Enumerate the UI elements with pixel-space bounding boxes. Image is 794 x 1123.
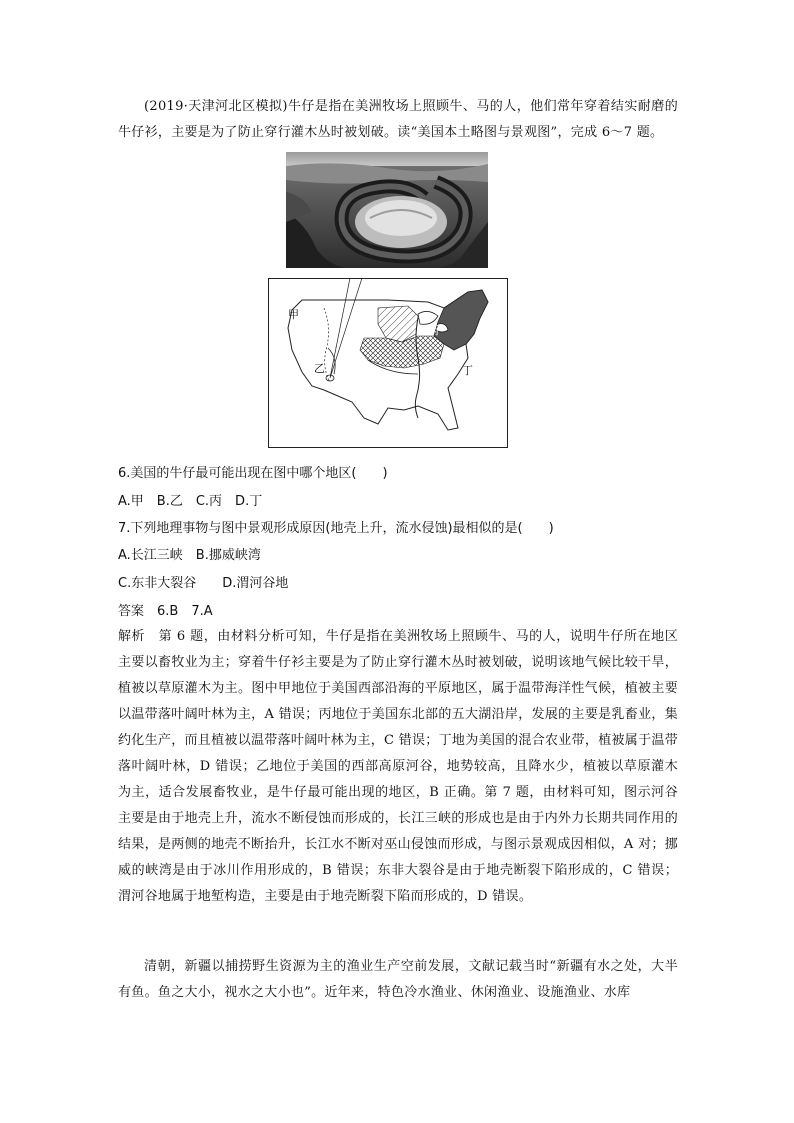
question-7-options-a-b: A.长江三峡 B.挪威峡湾 <box>118 548 261 563</box>
map-label-bing: 丙 <box>428 324 439 337</box>
question-6-options: A.甲 B.乙 C.丙 D.丁 <box>118 494 263 509</box>
usa-sketch-map <box>268 278 508 448</box>
map-label-ding: 丁 <box>462 364 473 377</box>
answer-line: 答案 6.B 7.A <box>118 604 213 619</box>
map-label-jia: 甲 <box>288 308 299 321</box>
question-7-options-c-d: C.东非大裂谷 D.渭河谷地 <box>118 576 289 591</box>
analysis-paragraph: 解析 第 6 题，由材料分析可知，牛仔是指在美洲牧场上照顾牛、马的人，说明牛仔所在地区主要以畜牧业为主；穿着牛仔衫主要是为了防止穿行灌木丛时被划破，说明该地气候比较干旱，植被以草原灌木为主。图中甲地位于美国西部沿海的平原地区，属于温带海洋性气候，植被主要以温带落叶阔叶林为主，A 错误；丙地位于美国东北部的五大湖沿岸，发展的主要是乳畜业，集约化生产，而且植被以温带落叶阔叶林为主，C 错误；丁地为美国的混合农业带，植被属于温带落叶阔叶林，D 错误；乙地位于美国的西部高原河谷，地势较高，且降水少，植被以草原灌木为主，适合发展畜牧业，是牛仔最可能出现的地区，B 正确。第 7 题，由材料可知，图示河谷主要是由于地壳上升，流水不断侵蚀而形成的，长江三峡的形成也是由于内外力长期共同作用的结果，是两侧的地壳不断抬升，长江水不断对巫山侵蚀而形成，与图示景观成因相似，A 对；挪威的峡湾是由于冰川作用形成的，B 错误；东非大裂谷是由于地壳断裂下陷形成的，C 错误；渭河谷地属于地堑构造，主要是由于地壳断裂下陷而形成的，D 错误。 <box>118 629 678 904</box>
map-label-yi: 乙 <box>314 362 325 375</box>
intro-paragraph: (2019·天津河北区模拟)牛仔是指在美洲牧场上照顾牛、马的人，他们常年穿着结实耐磨的牛仔衫，主要是为了防止穿行灌木丛时被划破。读“美国本土略图与景观图”，完成 6～7 题。 <box>118 99 678 140</box>
question-7-stem: 7.下列地理事物与图中景观形成原因(地壳上升，流水侵蚀)最相似的是( ) <box>118 521 554 536</box>
next-passage-paragraph: 清朝，新疆以捕捞野生资源为主的渔业生产空前发展，文献记载当时“新疆有水之处，大半有鱼。鱼之大小，视水之大小也”。近年来，特色冷水渔业、休闲渔业、设施渔业、水库 <box>118 959 678 1000</box>
question-6-stem: 6.美国的牛仔最可能出现在图中哪个地区( ) <box>118 466 388 481</box>
landscape-photo <box>286 152 488 268</box>
